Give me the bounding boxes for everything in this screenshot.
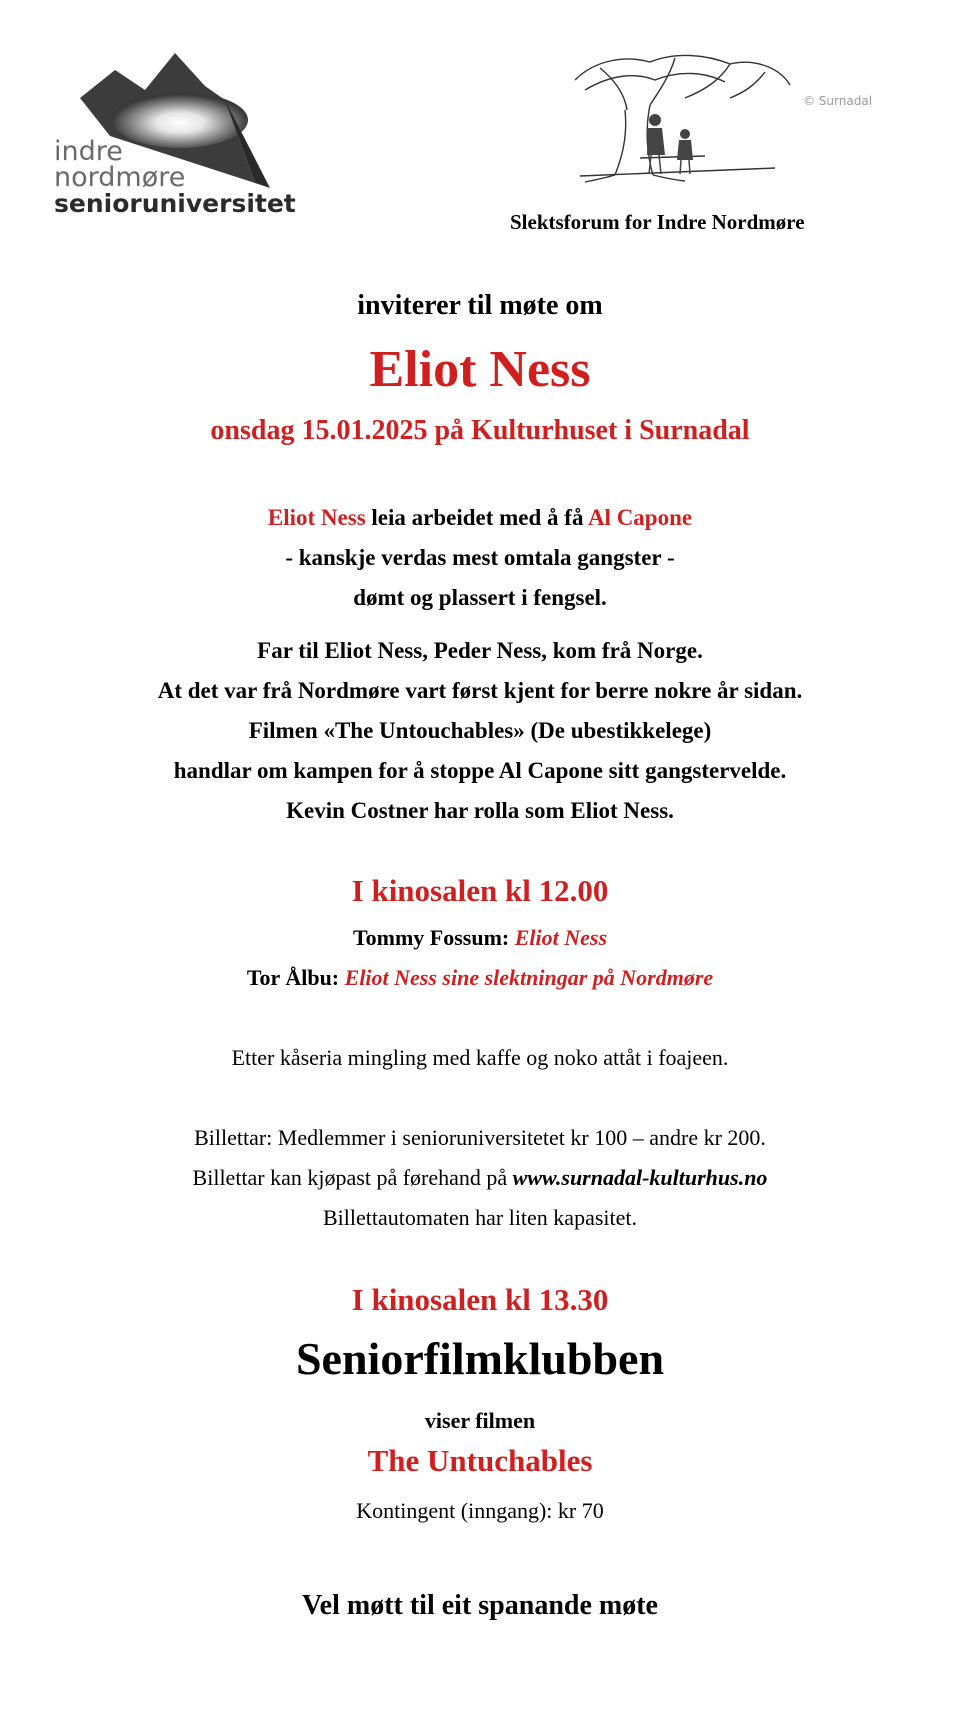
- tree-logo-icon: [555, 50, 815, 190]
- tickets-presale-text: Billettar kan kjøpast på førehand på: [192, 1165, 513, 1190]
- speaker-1-topic: Eliot Ness: [514, 925, 608, 950]
- body-line: handlar om kampen for å stoppe Al Capone sitt gangstervelde.: [173, 758, 787, 783]
- tickets-capacity: Billettautomaten har liten kapasitet.: [322, 1205, 637, 1230]
- tickets-presale: [0, 1165, 960, 1191]
- event-date-location: onsdag 15.01.2025 på Kulturhuset i Surnadal: [210, 415, 750, 446]
- speaker-2-name: Tor Ålbu:: [246, 965, 345, 990]
- intro-line: inviterer til møte om: [357, 290, 603, 321]
- lead-line-1: [0, 505, 960, 531]
- logo-word-nordmore: nordmøre: [54, 162, 186, 193]
- page-title: Eliot Ness: [369, 341, 591, 398]
- speaker-1: [0, 925, 960, 951]
- session2-heading: I kinosalen kl 13.30: [351, 1282, 609, 1317]
- logo-word-indre: indre: [54, 136, 123, 167]
- lead-name-capone: Al Capone: [587, 505, 693, 530]
- speaker-2-topic: Eliot Ness sine slektningar på Nordmøre: [344, 965, 714, 990]
- shows-film-label: viser filmen: [424, 1408, 536, 1433]
- film-title: The Untuchables: [367, 1443, 593, 1478]
- lead-line-2: - kanskje verdas mest omtala gangster -: [285, 545, 675, 570]
- speaker-1-name: Tommy Fossum:: [352, 925, 515, 950]
- body-line: Far til Eliot Ness, Peder Ness, kom frå Norge.: [257, 638, 703, 663]
- lead-line-3: dømt og plassert i fengsel.: [353, 585, 607, 610]
- senioruniversitet-logo: [40, 48, 310, 238]
- closing-line: Vel møtt til eit spanande møte: [302, 1590, 658, 1621]
- slektsforum-caption: Slektsforum for Indre Nordmøre: [510, 210, 805, 234]
- mingling-note: Etter kåseria mingling med kaffe og noko attåt i foajeen.: [231, 1045, 729, 1070]
- film-club-title: Seniorfilmklubben: [295, 1333, 665, 1384]
- session1-heading: I kinosalen kl 12.00: [351, 873, 609, 908]
- tickets-url-link[interactable]: www.surnadal-kulturhus.no: [512, 1165, 768, 1190]
- body-line: Filmen «The Untouchables» (De ubestikkelege): [248, 718, 712, 743]
- body-line: Kevin Costner har rolla som Eliot Ness.: [286, 798, 674, 823]
- tickets-prices: Billettar: Medlemmer i senioruniversitetet kr 100 – andre kr 200.: [194, 1125, 766, 1150]
- speaker-2: [0, 965, 960, 991]
- lead-name-eliot: Eliot Ness: [267, 505, 366, 530]
- body-line: At det var frå Nordmøre vart først kjent for berre nokre år sidan.: [157, 678, 803, 703]
- slektsforum-logo: [510, 50, 915, 250]
- admission-fee: Kontingent (inngang): kr 70: [356, 1498, 604, 1523]
- lead-mid-text: leia arbeidet med å få: [365, 505, 588, 530]
- logo-word-senioruniversitet: senioruniversitet: [54, 189, 296, 218]
- copyright-mark: © Surnadal: [803, 94, 873, 108]
